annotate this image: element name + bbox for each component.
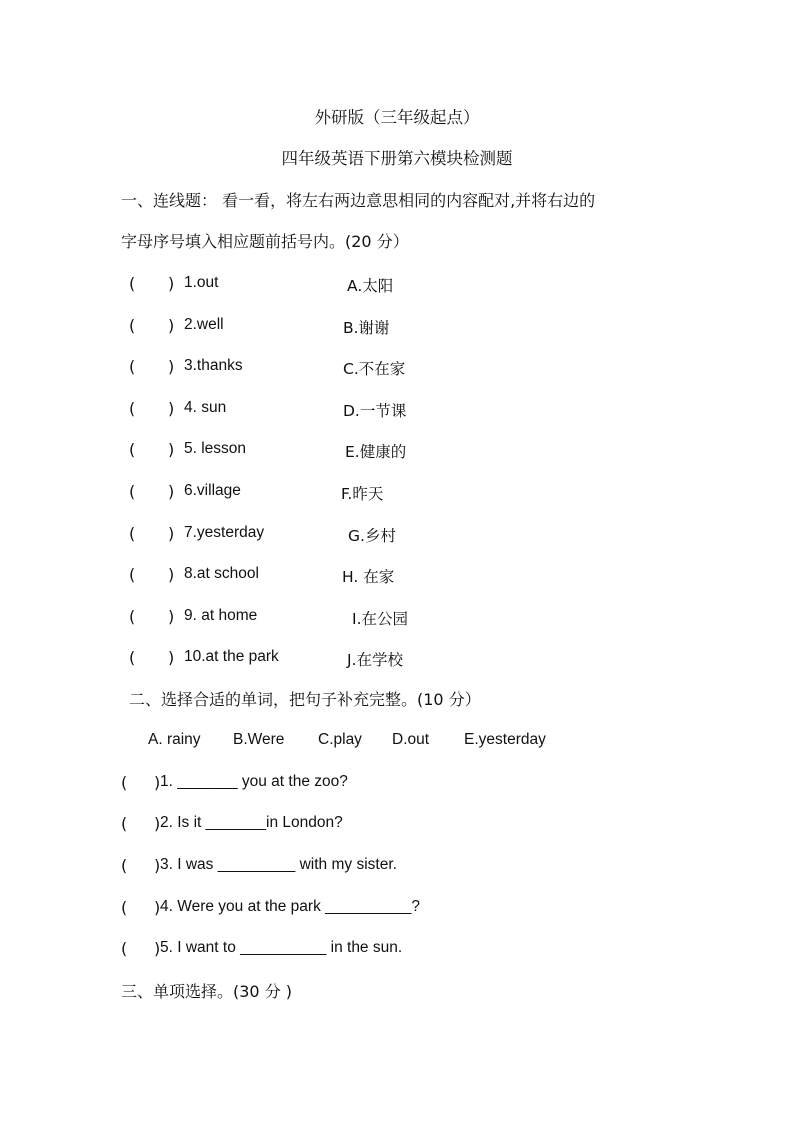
chinese-meaning: D.一节课 (343, 402, 407, 420)
answer-bracket-close: ) (168, 440, 175, 459)
question-text: 3. I was _________ with my sister. (160, 856, 397, 873)
question-text: 2. Is it _______in London? (160, 814, 343, 831)
answer-bracket-open: ( (129, 274, 136, 293)
answer-bracket-open: ( (129, 524, 136, 543)
english-term: 10.at the park (184, 648, 279, 665)
english-term: 1.out (184, 274, 219, 291)
question-text: 4. Were you at the park __________? (160, 898, 420, 915)
english-term: 3.thanks (184, 357, 243, 374)
english-term: 7.yesterday (184, 524, 265, 541)
answer-bracket-close: ) (168, 399, 175, 418)
answer-bracket-open: ( (121, 898, 128, 917)
english-term: 4. sun (184, 399, 227, 416)
answer-bracket-open: ( (129, 399, 136, 418)
answer-bracket-open: ( (129, 316, 136, 335)
answer-bracket-close: ) (154, 773, 161, 792)
english-term: 2.well (184, 316, 224, 333)
chinese-meaning: G.乡村 (348, 527, 396, 545)
chinese-meaning: C.不在家 (343, 360, 406, 378)
english-term: 9. at home (184, 607, 258, 624)
answer-bracket-open: ( (129, 607, 136, 626)
chinese-meaning: I.在公园 (352, 610, 408, 628)
answer-bracket-open: ( (129, 648, 136, 667)
word-option: B.Were (233, 731, 285, 748)
english-term: 5. lesson (184, 440, 247, 457)
answer-bracket-close: ) (168, 524, 175, 543)
chinese-meaning: E.健康的 (345, 443, 407, 461)
answer-bracket-open: ( (129, 440, 136, 459)
english-term: 8.at school (184, 565, 259, 582)
answer-bracket-open: ( (121, 814, 128, 833)
answer-bracket-open: ( (121, 939, 128, 958)
answer-bracket-close: ) (154, 814, 161, 833)
chinese-meaning: A.太阳 (347, 277, 394, 295)
answer-bracket-close: ) (168, 482, 175, 501)
answer-bracket-close: ) (154, 939, 161, 958)
answer-bracket-close: ) (154, 898, 161, 917)
title-test: 四年级英语下册第六模块检测题 (281, 149, 513, 168)
answer-bracket-close: ) (168, 648, 175, 667)
title-publisher: 外研版（三年级起点） (314, 108, 480, 127)
word-option: E.yesterday (464, 731, 546, 748)
answer-bracket-close: ) (154, 856, 161, 875)
answer-bracket-open: ( (121, 856, 128, 875)
answer-bracket-open: ( (129, 565, 136, 584)
answer-bracket-open: ( (121, 773, 128, 792)
chinese-meaning: H. 在家 (342, 568, 395, 586)
answer-bracket-close: ) (168, 565, 175, 584)
chinese-meaning: F.昨天 (341, 485, 384, 503)
section3-heading: 三、单项选择。(30 分 ) (121, 982, 293, 1001)
chinese-meaning: J.在学校 (347, 651, 403, 669)
question-text: 1. _______ you at the zoo? (160, 773, 348, 790)
chinese-meaning: B.谢谢 (343, 319, 390, 337)
answer-bracket-close: ) (168, 357, 175, 376)
word-option: C.play (318, 731, 362, 748)
question-text: 5. I want to __________ in the sun. (160, 939, 403, 956)
section2-heading: 二、选择合适的单词，把句子补充完整。(10 分） (129, 690, 481, 709)
answer-bracket-open: ( (129, 482, 136, 501)
answer-bracket-close: ) (168, 274, 175, 293)
section1-heading-line1: 一、连线题： 看一看，将左右两边意思相同的内容配对,并将右边的 (121, 191, 596, 210)
word-option: A. rainy (148, 731, 201, 748)
english-term: 6.village (184, 482, 241, 499)
section1-heading-line2: 字母序号填入相应题前括号内。(20 分） (121, 232, 409, 251)
word-option: D.out (392, 731, 430, 748)
answer-bracket-close: ) (168, 607, 175, 626)
answer-bracket-close: ) (168, 316, 175, 335)
answer-bracket-open: ( (129, 357, 136, 376)
